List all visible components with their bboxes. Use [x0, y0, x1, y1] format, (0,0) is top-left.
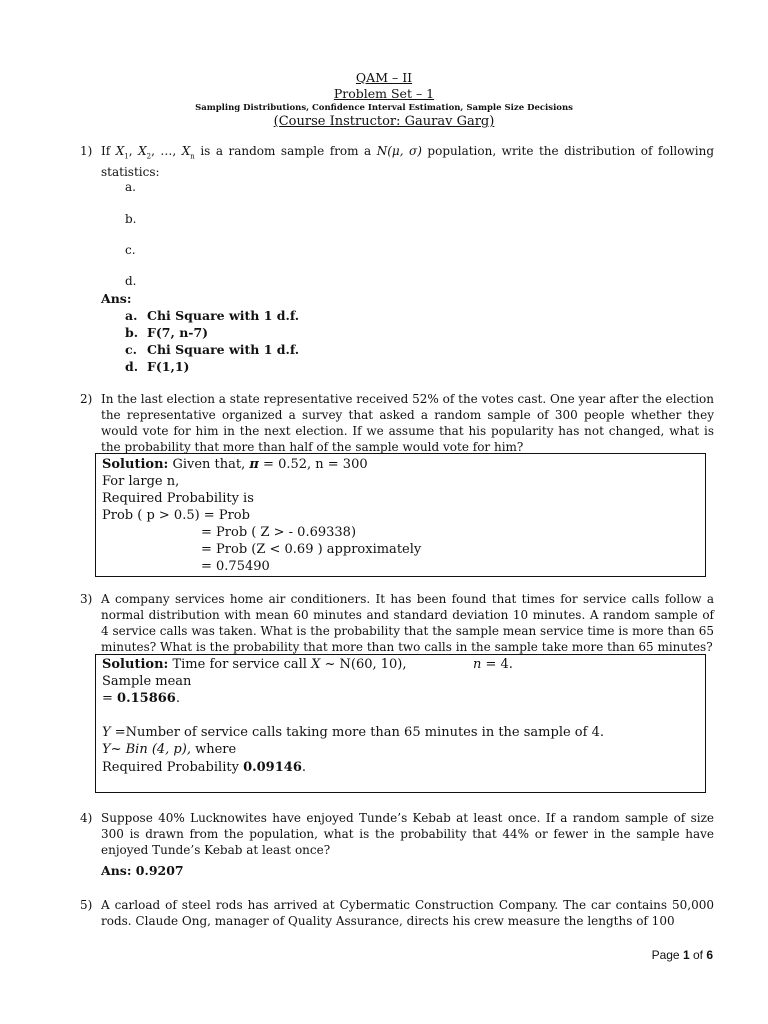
- solution-line: For large n,: [102, 474, 180, 489]
- question-text: Suppose 40% Lucknowites have enjoyed Tunde’s Kebab at least once. If a random sample of size 300 is drawn from the population, what is the probability that 44% or fewer in the sample have enjoyed Tunde’s Kebab at least once?: [101, 811, 714, 857]
- solution-box-q2: [95, 453, 706, 577]
- question-number: 1): [80, 144, 93, 158]
- question-number: 2): [80, 392, 93, 406]
- solution-line: = 0.75490: [201, 559, 270, 574]
- question-number: 4): [80, 811, 93, 825]
- solution-line: = 0.15866.: [102, 691, 180, 706]
- answer-item: a. Chi Square with 1 d.f.: [125, 308, 300, 323]
- question-number: 3): [80, 592, 93, 606]
- solution-line: = Prob ( Z > - 0.69338): [201, 525, 357, 540]
- answer-item: b. F(7, n-7): [125, 325, 209, 340]
- pi-symbol: π: [249, 457, 259, 472]
- solution-line: Y~ Bin (4, p), where: [102, 742, 237, 757]
- subitem-b: b.: [125, 212, 137, 226]
- solution-line: Required Probability 0.09146.: [102, 760, 307, 775]
- solution-line: n = 4.: [473, 657, 513, 672]
- course-title: QAM – II: [355, 70, 413, 85]
- solution-line: Solution: Given that, π = 0.52, n = 300: [102, 457, 368, 472]
- problem-set-title: Problem Set – 1: [333, 86, 435, 101]
- topics-subtitle: Sampling Distributions, Confidence Interval Estimation, Sample Size Decisions: [195, 103, 573, 113]
- page-footer: Page 1 of 6: [651, 948, 713, 962]
- solution-line: = Prob (Z < 0.69 ) approximately: [201, 542, 422, 557]
- answer-item: c. Chi Square with 1 d.f.: [125, 342, 300, 357]
- solution-line: Sample mean: [102, 674, 192, 689]
- answer-label: Ans:: [101, 291, 132, 306]
- answer-item: d. F(1,1): [125, 359, 190, 374]
- question-text: A company services home air conditioners. It has been found that times for service calls follow a normal distribution with mean 60 minutes and standard deviation 10 minutes. A random sample of 4 service calls was taken. What is the probability that the sample mean service time is more than 65 minutes? What is the probability that more than two calls in the sample take more than 65 minutes?: [101, 592, 714, 654]
- document-header: [0, 70, 768, 130]
- question-text: A carload of steel rods has arrived at Cybermatic Construction Company. The car contains 50,000 rods. Claude Ong, manager of Quality Assurance, directs his crew measure the lengths of 100: [101, 898, 714, 928]
- instructor-line: (Course Instructor: Gaurav Garg): [273, 114, 495, 129]
- subitem-a: a.: [125, 180, 136, 194]
- subitem-c: c.: [125, 243, 136, 257]
- subitem-d: d.: [125, 274, 137, 288]
- question-text: In the last election a state representative received 52% of the votes cast. One year after the election the representative organized a survey that asked a random sample of 300 people whether they would vote for him in the next election. If we assume that his popularity has not changed, what is the probability that more than half of the sample would vote for him?: [101, 392, 714, 454]
- solution-box-q3: [95, 654, 706, 793]
- solution-line: Y =Number of service calls taking more than 65 minutes in the sample of 4.: [102, 725, 604, 740]
- solution-line: Prob ( p > 0.5) = Prob: [102, 508, 250, 523]
- answer-label: Ans: 0.9207: [101, 863, 184, 878]
- solution-line: Solution: Time for service call X ~ N(60, 10),: [102, 657, 407, 672]
- solution-line: Required Probability is: [102, 491, 254, 506]
- question-text: If $X_1$, $X_2$, …, $X_n$ is a random sample from a N(μ, σ) population, write the distribution of following statistics:: [101, 144, 714, 180]
- question-number: 5): [80, 898, 93, 912]
